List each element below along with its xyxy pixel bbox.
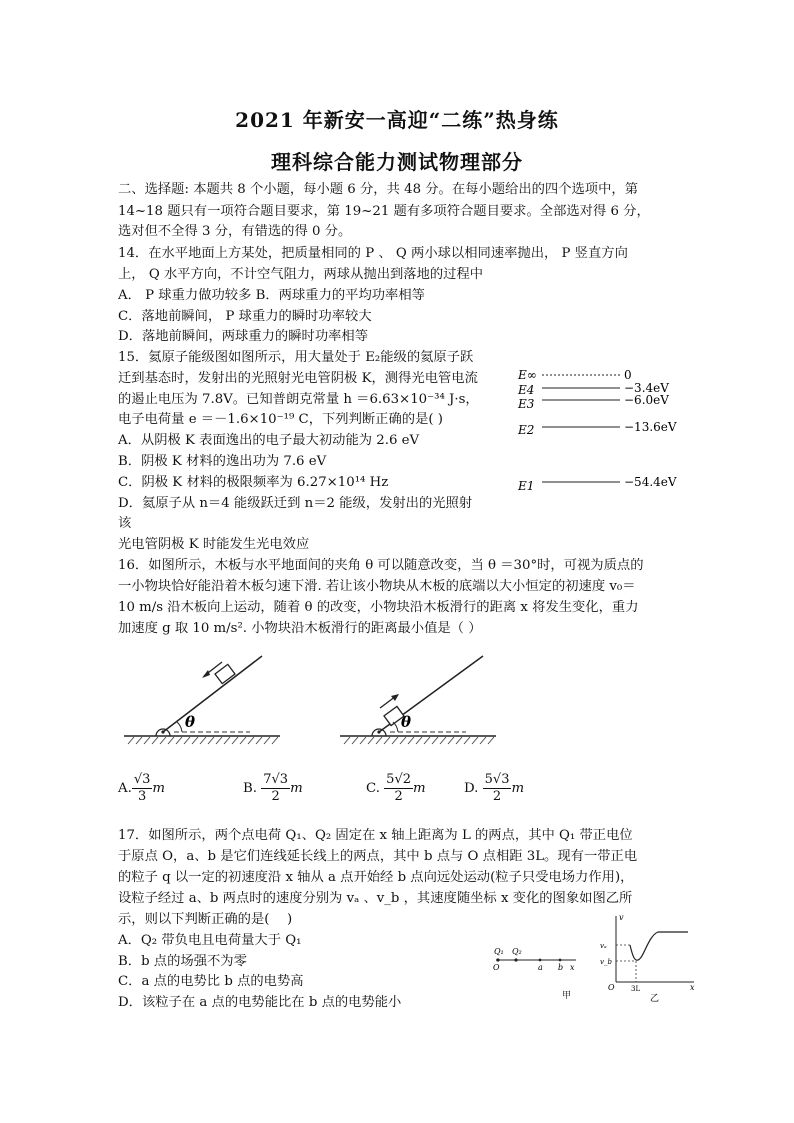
denominator: 3 [137,789,147,804]
caption-yi: 乙 [650,994,660,1002]
label-q2: Q₂ [512,947,522,956]
q14-stem-1: 14．在水平地面上方某处，把质量相同的 P 、 Q 两小球以相同速率抛出， P 竖直方向 [118,246,628,261]
unit: m [152,781,166,796]
q16-stem-4: 加速度 g 取 10 m/s². 小物块沿木板滑行的距离最小值是（ ） [118,621,482,636]
level-label-4: E4 [518,383,535,397]
q17-option-a: A．Q₂ 带负电且电荷量大于 Q₁ [118,933,302,948]
q17-stem-5: 示，则以下判断正确的是( ) [118,912,293,927]
energy-level-diagram [512,362,692,502]
q15-option-d-2: 该 [118,516,132,531]
level-label-inf: E∞ [518,368,537,382]
q17-stem-4: 设粒子经过 a、b 两点时的速度分别为 vₐ 、v_b ，其速度随坐标 x 变化的图象如图乙所 [118,891,633,906]
q15-stem-2: 迁到基态时，发射出的光照射光电管阴极 K，测得光电管电流 [118,371,478,386]
charge-axis-figure [488,942,588,1002]
charge-q1 [496,958,499,961]
point-a [539,959,542,962]
label-q1: Q₁ [494,947,504,956]
section-instructions-1: 二、选择题: 本题共 8 个小题，每小题 6 分，共 48 分。在每小题给出的四个选项中，第 [118,182,638,197]
label-x: x [690,983,695,992]
theta-label: θ [401,713,412,731]
option-letter: D. [464,781,479,796]
numerator: 7√3 [263,772,289,787]
q16-stem-3: 10 m/s 沿木板向上运动，随着 θ 的改变，小物块沿木板滑行的距离 x 将发生变化，重力 [118,600,639,615]
charge-q2 [514,958,517,961]
level-value-4: −3.4eV [624,381,669,395]
q14-stem-2: 上， Q 水平方向，不计空气阻力，两球从抛出到落地的过程中 [118,267,484,282]
option-letter: A. [118,781,132,796]
q14-option-ab: A． P 球重力做功较多 B．两球重力的平均功率相等 [118,288,425,303]
q14-option-c: C．落地前瞬间， P 球重力的瞬时功率较大 [118,309,372,324]
level-value-1: −54.4eV [624,475,677,489]
q16-stem-1: 16．如图所示，木板与水平地面间的夹角 θ 可以随意改变，当 θ ＝30°时，可视为质点的 [118,558,644,573]
q15-option-d-1: D．氦原子从 n＝4 能级跃迁到 n＝2 能级，发射出的光照射 [118,496,473,511]
denominator: 2 [492,789,502,804]
q16-stem-2: 一小物块恰好能沿着木板匀速下滑. 若让该小物块从木板的底端以大小恒定的初速度 v₀＝ [118,579,636,594]
q17-stem-2: 于原点 O，a、b 是它们连线延长线上的两点，其中 b 点与 O 点相距 3L。现有一带正电 [118,849,638,864]
numerator: 5√2 [386,772,411,787]
velocity-curve [630,932,688,960]
incline-figure-down [122,648,282,748]
numerator: 5√3 [484,772,510,787]
q14-option-d: D．落地前瞬间，两球重力的瞬时功率相等 [118,329,369,344]
exam-title: 2021 年新安一高迎“二练”热身练 [235,108,559,132]
level-value-inf: 0 [624,368,632,382]
label-v: v [619,913,624,922]
q17-option-d: D．该粒子在 a 点的电势能比在 b 点的电势能小 [118,995,402,1010]
q15-option-a: A．从阴极 K 表面逸出的电子最大初动能为 2.6 eV [118,433,420,448]
q16-option-c [366,772,426,805]
theta-label: θ [185,713,196,731]
q15-option-d-3: 光电管阴极 K 时能发生光电效应 [118,537,310,552]
q17-option-b: B．b 点的场强不为零 [118,954,247,969]
denominator: 2 [271,789,280,804]
option-letter: C. [366,781,380,796]
velocity-graph [598,910,700,1002]
q15-stem-1: 15．氦原子能级图如图所示，用大量处于 E₂能级的氦原子跃 [118,350,474,365]
q15-option-b: B．阴极 K 材料的逸出功为 7.6 eV [118,454,327,469]
label-o: O [493,963,500,972]
incline-board [163,656,262,732]
q16-option-b [243,772,303,805]
exam-subtitle: 理科综合能力测试物理部分 [271,150,523,174]
level-label-3: E3 [518,397,535,411]
label-3l: 3L [631,985,641,993]
q16-option-d [464,772,524,805]
q17-option-c: C．a 点的电势比 b 点的电势高 [118,974,304,989]
level-value-3: −6.0eV [624,393,669,407]
option-letter: B. [243,781,257,796]
label-va: vₐ [600,942,607,950]
q15-option-c: C．阴极 K 材料的极限频率为 6.27×10¹⁴ Hz [118,475,389,490]
numerator: √3 [133,772,151,787]
q16-option-a [118,772,165,805]
caption-jia: 甲 [562,991,572,1001]
q17-stem-3: 的粒子 q 以一定的初速度沿 x 轴从 a 点开始经 b 点向远处运动(粒子只受电场力作用)， [118,870,634,885]
label-o: O [608,983,615,992]
denominator: 2 [394,789,403,804]
q15-stem-3: 的遏止电压为 7.8V。已知普朗克常量 h ＝6.63×10⁻³⁴ J·s， [118,392,479,407]
label-vb: v_b [600,958,612,966]
section-instructions-2: 14~18 题只有一项符合题目要求，第 19~21 题有多项符合题目要求。全部选对得 6 分， [118,204,650,219]
unit: m [511,781,525,796]
q15-stem-4: 电子电荷量 e ＝－1.6×10⁻¹⁹ C，下列判断正确的是( ) [118,412,443,427]
unit: m [413,781,426,796]
q17-stem-1: 17．如图所示，两个点电荷 Q₁、Q₂ 固定在 x 轴上距离为 L 的两点，其中 Q₁ 带正电位 [118,828,633,843]
point-b [559,959,562,962]
incline-figure-up [338,648,498,748]
label-b: b [558,963,564,972]
level-value-2: −13.6eV [624,420,677,434]
section-instructions-3: 选对但不全得 3 分，有错选的得 0 分。 [118,224,352,239]
level-label-2: E2 [518,423,535,437]
unit: m [290,781,303,796]
level-label-1: E1 [518,479,535,493]
label-a: a [538,963,543,972]
block [215,664,235,683]
label-x: x [570,963,575,972]
